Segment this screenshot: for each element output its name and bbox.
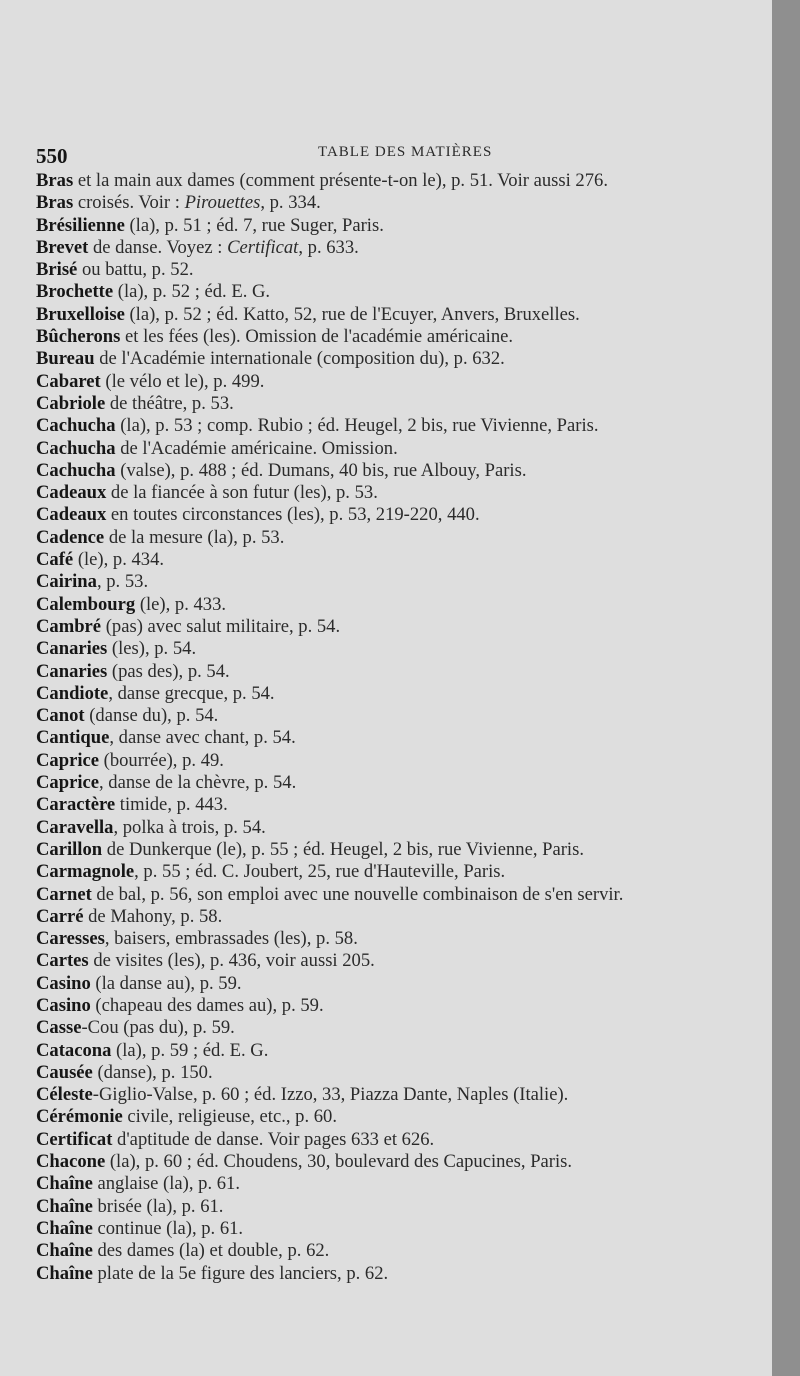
index-entry	[36, 1129, 736, 1151]
entry-text: , danse de la chèvre, p. 54.	[99, 772, 297, 794]
index-entry	[36, 1106, 736, 1128]
entry-text: , baisers, embrassades (les), p. 58.	[104, 928, 358, 950]
entry-text: et la main aux dames (comment présente-t-on le), p. 51. Voir aussi 276.	[73, 170, 608, 191]
entry-text: , p. 53.	[96, 571, 149, 593]
entry-headword: Cairina	[36, 571, 97, 593]
index-entry	[36, 415, 736, 437]
index-entry	[36, 215, 736, 237]
index-entry	[36, 393, 736, 415]
index-entry	[36, 460, 736, 482]
page-gutter-shadow	[772, 0, 800, 1376]
entry-text: ou battu, p. 52.	[77, 259, 194, 281]
entry-headword: Certificat	[36, 1128, 113, 1150]
entry-text: en toutes circonstances (les), p. 53, 219-220, 440.	[106, 504, 480, 526]
index-entry	[36, 1173, 736, 1195]
entry-headword: Cantique	[36, 727, 110, 749]
index-entry	[36, 549, 736, 571]
entry-headword: Chaîne	[36, 1240, 93, 1262]
entry-headword: Chaîne	[36, 1173, 93, 1195]
index-entry	[36, 482, 736, 504]
index-entry	[36, 192, 736, 214]
entry-text: (la), p. 51 ; éd. 7, rue Suger, Paris.	[124, 214, 384, 236]
entry-text: de l'Académie internationale (composition du), p. 632.	[94, 348, 505, 370]
entry-headword: Cachucha	[36, 459, 116, 481]
entry-text: de danse. Voyez :	[88, 236, 228, 258]
index-entry	[36, 594, 736, 616]
index-entry	[36, 616, 736, 638]
entry-headword: Bruxelloise	[36, 303, 125, 325]
entry-text: des dames (la) et double, p. 62.	[92, 1240, 330, 1262]
entry-cross-reference: Certificat	[227, 236, 299, 258]
index-entry	[36, 995, 736, 1017]
entry-headword: Caresses	[36, 928, 105, 950]
entry-text: de visites (les), p. 436, voir aussi 205.	[88, 950, 375, 972]
index-entry	[36, 817, 736, 839]
entry-text: (chapeau des dames au), p. 59.	[90, 994, 324, 1016]
index-entry	[36, 727, 736, 749]
entry-text: (le), p. 434.	[73, 549, 165, 571]
index-entry	[36, 705, 736, 727]
running-title: TABLE DES MATIÈRES	[318, 144, 493, 160]
index-entry	[36, 571, 736, 593]
index-entry	[36, 438, 736, 460]
entry-text: (le), p. 433.	[135, 593, 227, 615]
index-entry	[36, 772, 736, 794]
index-entry	[36, 281, 736, 303]
entry-text: timide, p. 443.	[115, 794, 228, 816]
entry-headword: Cabaret	[36, 370, 101, 392]
index-entry	[36, 683, 736, 705]
entry-text: (la), p. 59 ; éd. E. G.	[111, 1039, 269, 1061]
entry-text: , danse avec chant, p. 54.	[109, 727, 296, 749]
entry-headword: Chacone	[36, 1151, 106, 1173]
index-entry	[36, 170, 736, 192]
entry-text: (danse), p. 150.	[92, 1061, 213, 1083]
entry-headword: Catacona	[36, 1039, 112, 1061]
entry-text: (pas des), p. 54.	[107, 660, 230, 682]
entry-text: brisée (la), p. 61.	[92, 1195, 224, 1217]
entry-text: de la fiancée à son futur (les), p. 53.	[106, 482, 378, 504]
entry-text: (la danse au), p. 59.	[90, 972, 242, 994]
entry-text: -Cou (pas du), p. 59.	[81, 1017, 235, 1039]
entry-headword: Café	[36, 549, 74, 571]
entry-headword: Calembourg	[36, 593, 136, 615]
entry-headword: Cambré	[36, 615, 102, 637]
entry-text: (la), p. 52 ; éd. Katto, 52, rue de l'Ecuyer, Anvers, Bruxelles.	[124, 303, 580, 325]
entry-headword: Cachucha	[36, 437, 116, 459]
index-entry	[36, 1263, 736, 1285]
entry-headword: Cartes	[36, 950, 89, 972]
entry-text: de théâtre, p. 53.	[105, 392, 234, 414]
entry-text: de bal, p. 56, son emploi avec une nouvelle combinaison de s'en servir.	[91, 883, 624, 905]
index-entry	[36, 1240, 736, 1262]
index-entry	[36, 1040, 736, 1062]
entry-text: (les), p. 54.	[107, 638, 197, 660]
index-entry	[36, 527, 736, 549]
index-entry	[36, 861, 736, 883]
index-entry	[36, 1218, 736, 1240]
entry-text: , polka à trois, p. 54.	[113, 816, 266, 838]
entry-headword: Cabriole	[36, 392, 106, 414]
index-entry	[36, 950, 736, 972]
index-entry	[36, 371, 736, 393]
index-entry	[36, 928, 736, 950]
index-entry	[36, 237, 736, 259]
entry-headword: Brochette	[36, 281, 114, 303]
index-entry-list	[36, 170, 736, 1285]
index-entry	[36, 1062, 736, 1084]
index-entry	[36, 504, 736, 526]
entry-headword: Carmagnole	[36, 861, 135, 883]
index-entry	[36, 326, 736, 348]
entry-text: (la), p. 52 ; éd. E. G.	[113, 281, 271, 303]
entry-headword: Brésilienne	[36, 214, 125, 236]
page-number: 550	[36, 144, 68, 168]
entry-headword: Casino	[36, 994, 91, 1016]
entry-text: de la mesure (la), p. 53.	[104, 526, 285, 548]
entry-cross-reference: Pirouettes	[184, 192, 261, 214]
entry-headword: Bras	[36, 192, 74, 214]
page-header	[36, 140, 736, 170]
entry-headword: Carnet	[36, 883, 92, 905]
entry-headword: Chaîne	[36, 1217, 93, 1239]
entry-headword: Cadeaux	[36, 482, 107, 504]
entry-text: et les fées (les). Omission de l'académie américaine.	[120, 326, 514, 348]
entry-page-reference: , p. 633.	[298, 236, 359, 258]
entry-headword: Cérémonie	[36, 1106, 123, 1128]
entry-headword: Canaries	[36, 660, 108, 682]
entry-headword: Caractère	[36, 794, 116, 816]
index-entry	[36, 839, 736, 861]
index-entry	[36, 259, 736, 281]
entry-text: de l'Académie américaine. Omission.	[115, 437, 398, 459]
entry-headword: Causée	[36, 1061, 93, 1083]
entry-headword: Chaîne	[36, 1262, 93, 1284]
entry-headword: Casse	[36, 1017, 82, 1039]
entry-headword: Canaries	[36, 638, 108, 660]
entry-page-reference: , p. 334.	[260, 192, 321, 214]
index-entry	[36, 638, 736, 660]
entry-text: -Giglio-Valse, p. 60 ; éd. Izzo, 33, Piazza Dante, Naples (Italie).	[92, 1084, 569, 1106]
index-entry	[36, 794, 736, 816]
entry-headword: Canot	[36, 705, 85, 727]
entry-text: (bourrée), p. 49.	[99, 749, 224, 771]
entry-text: d'aptitude de danse. Voir pages 633 et 626.	[112, 1128, 435, 1150]
entry-text: civile, religieuse, etc., p. 60.	[122, 1106, 338, 1128]
index-entry	[36, 884, 736, 906]
index-entry	[36, 973, 736, 995]
entry-headword: Caravella	[36, 816, 114, 838]
entry-headword: Cadeaux	[36, 504, 107, 526]
entry-headword: Cadence	[36, 526, 105, 548]
index-entry	[36, 1151, 736, 1173]
entry-headword: Bras	[36, 170, 74, 191]
entry-headword: Brevet	[36, 236, 89, 258]
index-entry	[36, 661, 736, 683]
entry-text: plate de la 5e figure des lanciers, p. 62.	[92, 1262, 389, 1284]
entry-headword: Carillon	[36, 838, 103, 860]
entry-text: (la), p. 60 ; éd. Choudens, 30, boulevard des Capucines, Paris.	[105, 1151, 573, 1173]
entry-headword: Bûcherons	[36, 326, 121, 348]
entry-text: (danse du), p. 54.	[84, 705, 219, 727]
index-entry	[36, 906, 736, 928]
index-entry	[36, 1017, 736, 1039]
index-entry	[36, 348, 736, 370]
entry-text: (le vélo et le), p. 499.	[100, 370, 265, 392]
entry-text: (la), p. 53 ; comp. Rubio ; éd. Heugel, 2 bis, rue Vivienne, Paris.	[115, 415, 599, 437]
entry-headword: Brisé	[36, 259, 78, 281]
entry-headword: Casino	[36, 972, 91, 994]
entry-headword: Caprice	[36, 772, 99, 794]
entry-text: (pas) avec salut militaire, p. 54.	[101, 615, 341, 637]
index-entry	[36, 750, 736, 772]
entry-headword: Bureau	[36, 348, 95, 370]
entry-text: , p. 55 ; éd. C. Joubert, 25, rue d'Hauteville, Paris.	[134, 861, 506, 883]
index-entry	[36, 304, 736, 326]
entry-headword: Caprice	[36, 749, 99, 771]
entry-text: (valse), p. 488 ; éd. Dumans, 40 bis, rue Albouy, Paris.	[115, 459, 527, 481]
entry-text: continue (la), p. 61.	[92, 1217, 244, 1239]
entry-headword: Chaîne	[36, 1195, 93, 1217]
entry-text: de Mahony, p. 58.	[83, 905, 223, 927]
entry-headword: Cachucha	[36, 415, 116, 437]
entry-headword: Candiote	[36, 682, 109, 704]
entry-headword: Carré	[36, 905, 84, 927]
index-entry	[36, 1084, 736, 1106]
index-entry	[36, 1196, 736, 1218]
entry-text: de Dunkerque (le), p. 55 ; éd. Heugel, 2 bis, rue Vivienne, Paris.	[102, 838, 584, 860]
entry-text: croisés. Voir :	[73, 192, 185, 214]
entry-text: , danse grecque, p. 54.	[108, 682, 275, 704]
entry-text: anglaise (la), p. 61.	[92, 1173, 240, 1195]
entry-headword: Céleste	[36, 1084, 93, 1106]
